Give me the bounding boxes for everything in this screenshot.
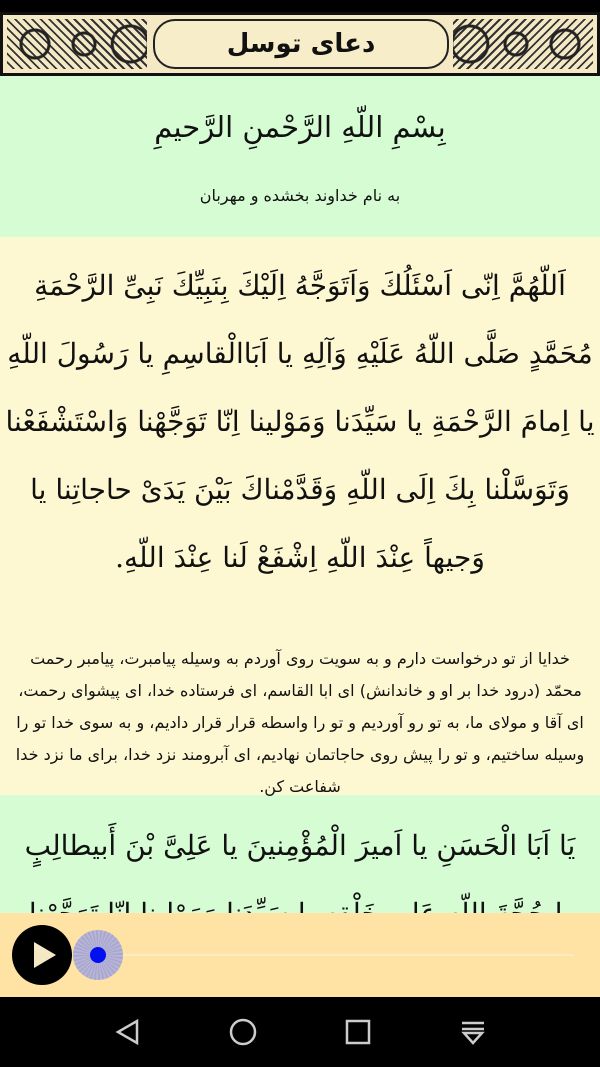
page-title: دعای توسل xyxy=(226,29,376,59)
arabic-line: مُحَمَّدٍ صَلَّی اللّهُ عَلَیْهِ وَآلِهِ یا اَبَاالْقاسِمِ یا رَسُولَ اللّهِ xyxy=(7,337,593,370)
seek-thumb[interactable] xyxy=(73,930,123,980)
play-button[interactable] xyxy=(12,925,72,985)
navigation-bar xyxy=(0,997,600,1067)
status-bar xyxy=(0,0,600,12)
arabic-line: اَللّهُمَّ اِنّی اَسْئَلُكَ وَاَتَوَجَّهُ اِلَیْكَ بِنَبِیِّكَ نَبِیِّ الرَّحْمَةِ xyxy=(34,269,566,302)
arabic-line: یَا اَبَا الْحَسَنِ یا اَمیرَ الْمُؤْمِنینَ یا عَلِیَّ بْنَ أَبیطالِبٍ xyxy=(24,829,576,862)
title-cartouche xyxy=(153,19,449,69)
arabic-line: یا اِمامَ الرَّحْمَةِ یا سَیِّدَنا وَمَوْلینا اِنّا تَوَجَّهْنا وَاسْتَشْفَعْنا xyxy=(5,405,595,438)
ornament-right xyxy=(453,19,593,69)
intro-section xyxy=(0,76,600,237)
back-icon[interactable] xyxy=(108,1012,148,1052)
persian-translation: خدایا از تو درخواست دارم و به سویت روی آوردم به وسیله پیامبرت، پیامبر رحمت محمّد (درود خدا بر او و خاندانش) ای ابا القاسم، ای فرستاده خدا، ای پیشوای رحمت، ای آقا و مولای ما، به تو رو آوردیم و تو را واسطه قرار قرار دادیم، و به سوی خدا تو را وسیله ساختیم، و تو را پیش روی حاجاتمان نهادیم، ای آبرومند نزد خدا، برای ما نزد خدا شفاعت کن. xyxy=(15,649,585,796)
seek-bar[interactable] xyxy=(98,954,574,956)
title-banner xyxy=(0,12,600,76)
bismillah: بِسْمِ اللّهِ الرَّحْمنِ الرَّحیمِ xyxy=(154,110,446,144)
audio-player xyxy=(0,913,600,997)
prayer-scroll[interactable] xyxy=(0,76,600,913)
verse-section-1 xyxy=(0,237,600,795)
bismillah-translation: به نام خداوند بخشده و مهربان xyxy=(199,186,401,205)
recents-icon[interactable] xyxy=(338,1012,378,1052)
arabic-line: وَتَوَسَّلْنا بِكَ اِلَی اللّهِ وَقَدَّمْناكَ بَیْنَ یَدَیْ حاجاتِنا یا xyxy=(30,473,570,506)
arabic-line: وَجیهاً عِنْدَ اللّهِ اِشْفَعْ لَنا عِنْدَ اللّهِ. xyxy=(115,541,485,574)
home-icon[interactable] xyxy=(223,1012,263,1052)
ornament-left xyxy=(7,19,147,69)
notifications-pulldown-icon[interactable] xyxy=(453,1012,493,1052)
